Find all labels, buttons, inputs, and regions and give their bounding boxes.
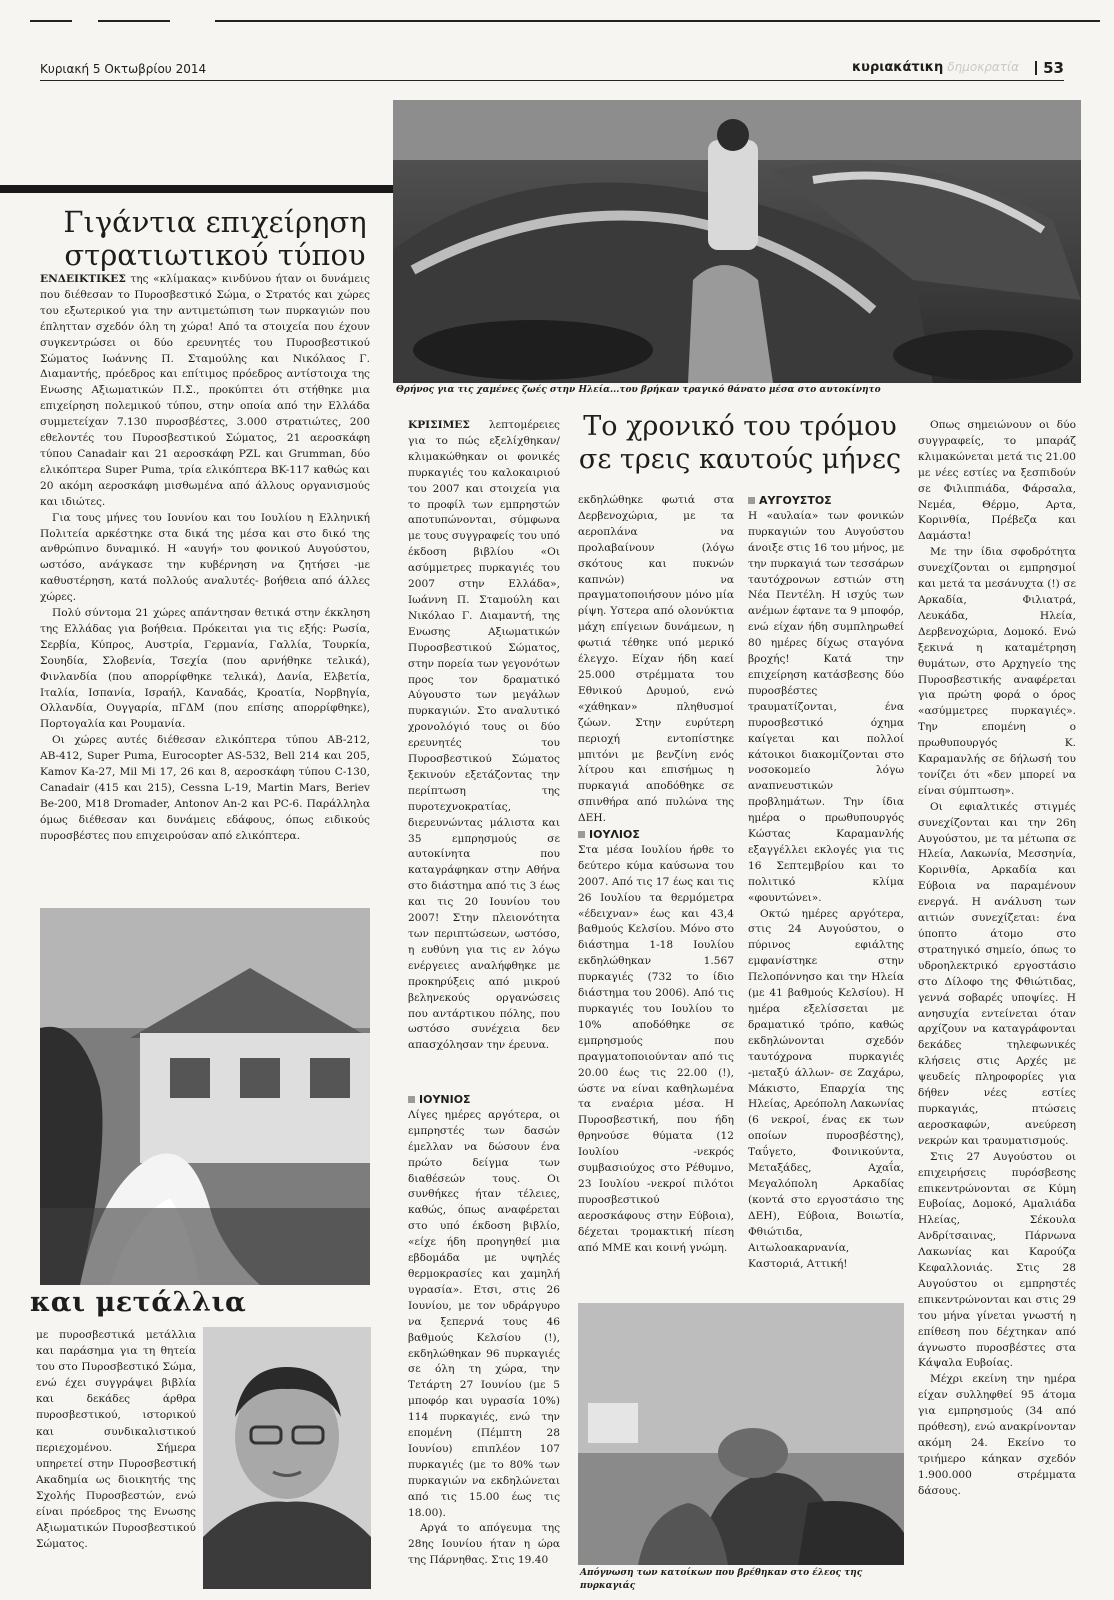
continuation-text: εκδηλώθηκε φωτιά στα Δερβενοχώρια, με τα αεροπλάνα να προλαβαίνουν (λόγω σκότους και πυκνών καπνών) να πραγματοποιήσουν μόνο μία ρίψη. Υστερα από ολονύκτια μάχη επίγειων δυνάμεων, η φωτιά τέθηκε υπό μερικό έλεγχο. Είχαν ήδη καεί 25.000 στρέμματα του Εθνικού Δρυμού, ενώ «χάθηκαν» πληθυσμοί ζώων. Στην ευρύτερη περιοχή εντοπίστηκε μπιτόνι με βενζίνη ενός λίτρου και επισήμως η πυρκαγιά αποδόθηκε σε σπινθήρα από πυλώνα της ΔΕΗ. [578, 494, 734, 825]
residents-image [578, 1303, 904, 1565]
photo-burned-cars [393, 100, 1081, 383]
header-rule [40, 80, 1064, 81]
square-bullet-icon [408, 1096, 415, 1103]
author-portrait-image [203, 1327, 371, 1589]
august-column [748, 493, 904, 1270]
burned-cars-image [393, 100, 1081, 383]
top-rule-3 [215, 20, 1100, 22]
article-right-body [918, 418, 1076, 1592]
square-bullet-icon [578, 831, 585, 838]
bio-headline: και μετάλλια [30, 1287, 247, 1318]
article-left-para-2: Για τους μήνες του Ιουνίου και του Ιουλίου η Ελληνική Πολιτεία αρκέστηκε στα δικά της μέσα και στο δικό της ανθρώπινο δυναμικό. Η «αυγή» του φονικού Αυγούστου, ωστόσο, ανάγκασε την κυβέρνηση να ζητήσει -με καθυστέρηση, κατά πολλούς αναλυτές- βοήθεια από άλλες χώρες. [40, 511, 370, 604]
top-rule-2 [98, 20, 170, 22]
lead-word-left: ΕΝΔΕΙΚΤΙΚΕΣ [40, 273, 126, 285]
newspaper-name [852, 60, 1019, 75]
article-left-para-4: Οι χώρες αυτές διέθεσαν ελικόπτερα τύπου ΑΒ-212, ΑΒ-412, Super Puma, Eurocopter AS-532, Bell 214 και 205, Kamov Ka-27, Mil Mi 17, 26 και 8, αεροσκάφη τύπου C-130, Canadair (415 και 215), Cessna L-19, Martin Mars, Beriev Be-200, M18 Dromader, Antonov An-2 και PC-6. Παράλληλα όμως διέθεσαν και δυνάμεις εδάφους, όπως ειδικούς πυροσβέστες που επιχειρούσαν από ελικόπτερα. [40, 734, 370, 842]
june-text: Λίγες ημέρες αργότερα, οι εμπρηστές των δασών έμελλαν να δώσουν ένα πρώτο δείγμα των διαθέσεών τους. Οι συνθήκες ήταν τέλειες, καθώς, όπως αναφέρεται στο υπό έκδοση βιβλίο, «είχε ήδη προηγηθεί μια εβδομάδα με υψηλές θερμοκρασίες και χαμηλή υγρασία». Ετσι, στις 26 Ιουνίου, με τον υδράργυρο να ξεπερνά τους 46 βαθμούς Κελσίου (!), εκδηλώθηκαν 96 πυρκαγιές σε όλη τη χώρα, την Τετάρτη 27 Ιουνίου (με 5 μποφόρ και υγρασία 10%) 114 πυρκαγιές, ενώ την επομένη (Πέμπτη 28 Ιουνίου) επιπλέον 107 πυρκαγιές (με το 80% των πυρκαγιών να εκδηλώνεται από τις 15.00 έως τις 18.00). [408, 1108, 560, 1519]
section-rule [0, 185, 393, 193]
article-right-para-5: Μέχρι εκείνη την ημέρα είχαν συλληφθεί 95 άτομα για εμπρησμούς (34 από πρόθεση), ενώ ανακρίνονταν ακόμη 24. Εκείνο το τριήμερο κάηκαν σχεδόν 1.900.000 στρέμματα δάσους. [918, 1373, 1076, 1497]
sidebar-text: λεπτομέρειες για το πώς εξελίχθηκαν/κλιμακώθηκαν οι φονικές πυρκαγιές του καλοκαιριού του 2007 και στοιχεία για το προφίλ των εμπρηστών αποτυπώνονται, σύμφωνα με τους συγγραφείς του υπό έκδοση βιβλίου «Οι ασύμμετρες πυρκαγιές του 2007 στην Ελλάδα», Ιωάννη Π. Σταμούλη και Νικόλαο Γ. Διαμαντή, της Ενωσης Αξιωματικών Πυροσβεστικού Σώματος, στην πορεία των γεγονότων προς τον δραματικό Αύγουστο των μεγάλων πυρκαγιών. Στο αναλυτικό χρονολόγιό τους οι δύο ερευνητές του Πυροσβεστικού Σώματος ξεκινούν εξετάζοντας την περίπτωση της πυροτεχνοκρατίας, διερευνώντας μάλιστα και 35 εμπρησμούς σε αυτοκίνητα που καταγράφηκαν στην Αθήνα στο διάστημα από τις 3 έως και τις 20 Ιουνίου του 2007! Στην πλειονότητα των περιπτώσεων, ωστόσο, η ευθύνη για τις εν λόγω ενέργειες αναλήφθηκε με προκηρύξεις από μικρού βεληνεκούς οργανώσεις που αντάρτικου πόλης, που ωστόσο συνέχεια δεν απασχόλησαν την έρευνα. [408, 419, 560, 1052]
photo-author-portrait [203, 1327, 371, 1589]
august-heading [748, 493, 904, 509]
sidebar-body [408, 418, 560, 1082]
photo-caption-top: Θρήνος για τις χαμένες ζωές στην Ηλεία...του βρήκαν τραγικό θάνατο μέσα στο αυτοκίνητο [396, 385, 881, 395]
newspaper-subtitle: δημοκρατία [947, 60, 1019, 74]
article-left-text-1: της «κλίμακας» κινδύνου ήταν οι δυνάμεις που διέθεσαν το Πυροσβεστικό Σώμα, ο Στρατός και χώρες του εξωτερικού για την αντιμετώπιση των πυρκαγιών που έπλητταν σχεδόν όλη τη χώρα! Από τα στοιχεία που έχουν συγκεντρώσει οι δύο ερευνητές του Πυροσβεστικού Σώματος Ιωάννης Π. Σταμούλης και Νικόλαος Γ. Διαμαντής, πρόεδρος και επίτιμος πρόεδρος αντίστοιχα της Ενωσης Αξιωματικών Π.Σ., προκύπτει ότι στήθηκε μια επιχείρηση πολεμικού τύπου, στην οποία από την Ελλάδα συμμετείχαν 7.130 πυροσβέστες, 3.000 στρατιώτες, 200 εθελοντές του Πυροσβεστικού Σώματος, 21 αεροσκάφη τύπου Canadair και 21 αεροσκάφη PZL και Grumman, δύο ελικόπτερα Super Puma, τρία ελικόπτερα BK-117 καθώς και 20 ακόμη αεροσκάφη μισθωμένα από άλλους οργανισμούς και ιδιώτες. [40, 273, 370, 508]
article-left-para-3: Πολύ σύντομα 21 χώρες απάντησαν θετικά στην έκκληση της Ελλάδας για βοήθεια. Πρόκειται για τις εξής: Ρωσία, Σερβία, Κύπρος, Αυστρία, Γερμανία, Γαλλία, Τουρκία, Σουηδία, Σλοβενία, Τσεχία (που αρνήθηκε τελικά), Φινλανδία (που απορρίφθηκε τελικά), Δανία, Ελβετία, Ιταλία, Ισπανία, Ισραήλ, Καναδάς, Κροατία, Νορβηγία, Ολλανδία, Ουγγαρία, πΓΔΜ (που επίσης απορρίφθηκε), Πορτογαλία και Ρουμανία. [40, 607, 370, 731]
top-rule-1 [30, 20, 72, 22]
house-fire-image [40, 908, 370, 1285]
july-text: Στα μέσα Ιουλίου ήρθε το δεύτερο κύμα καύσωνα του 2007. Από τις 17 έως και τις 26 Ιουλίου τα θερμόμετρα «έδειχναν» έως και 43,4 βαθμούς Κελσίου. Μόνο στο διάστημα 1-18 Ιουλίου εκδηλώθηκαν 1.567 πυρκαγιές (732 το ίδιο διάστημα του 2006). Από τις πυρκαγιές του Ιουλίου το 10% αποδόθηκε σε εμπρησμούς που πραγματοποιούνταν από τις 20.00 έως τις 22.00 (!), ώστε να είναι καθηλωμένα τα εναέρια μέσα. Η Πυροσβεστική, που ήδη θρηνούσε θύματα (12 Ιουλίου -νεκρός συμβασιούχος στο Ρέθυμνο, 23 Ιουλίου -νεκροί πιλότοι πυροσβεστικού αεροσκάφους στην Εύβοια), δέχεται τρομακτική πίεση από ΜΜΕ και κοινή γνώμη. [578, 843, 734, 1254]
photo-house-fire [40, 908, 370, 1285]
lead-word-sidebar: ΚΡΙΣΙΜΕΣ [408, 419, 470, 431]
june-column [408, 1092, 560, 1592]
issue-date: Κυριακή 5 Οκτωβρίου 2014 [40, 62, 207, 76]
headline-main: Γιγάντια επιχείρηση στρατιωτικού τύπου [63, 205, 367, 272]
july-heading [578, 827, 734, 843]
august-text: Η «αυλαία» των φονικών πυρκαγιών του Αυγούστου άνοιξε στις 16 του μήνος, με την πυρκαγιά των τεσσάρων ταυτόχρονων εστιών στη Νέα Πεντέλη. Η ισχύς των ανέμων έφτανε τα 9 μποφόρ, ενώ είχαν ήδη συμπληρωθεί 80 ημέρες δίχως σταγόνα βροχής! Κατά την επιχείρηση κατάσβεσης δύο πυροσβέστες τραυματίζονται, ένα πυροσβεστικό όχημα καίγεται και πολλοί κάτοικοι διακομίζονται στο νοσοκομείο λόγω αναπνευστικών προβλημάτων. Την ίδια ημέρα ο πρωθυπουργός Κώστας Καραμανλής εξαγγέλλει εκλογές για τις 16 Σεπτεμβρίου και το πολιτικό κλίμα «φουντώνει». [748, 509, 904, 904]
article-right-para-1: Οπως σημειώνουν οι δύο συγγραφείς, το μπαράζ κλιμακώνεται μετά τις 21.00 με νέες εστίες να ξεσπιδούν σε Φιλιππιάδα, Φάρσαλα, Νεμέα, Θέρμο, Αρτα, Κορινθία, Πρέβεζα και Δαμάστα! [918, 419, 1076, 543]
article-right-para-4: Στις 27 Αυγούστου οι επιχειρήσεις πυρόσβεσης επικεντρώνονται σε Κύμη Ευβοίας, Δομοκό, Αμαλιάδα Ηλείας, Σέκουλα Ανδρίτσαινας, Πάρνωνα Λακωνίας και Καρούζα Κεφαλλονιάς. Στις 28 Αυγούστου οι εμπρηστές επικεντρώνονται και στις 29 του μήνα γίνεται γνωστή η επίθεση που δέχτηκαν από άγνωστο πυροσβέστες στα Κάψαλα Ευβοίας. [918, 1150, 1076, 1370]
june-heading-text: ΙΟΥΝΙΟΣ [419, 1093, 471, 1106]
page-number: 53 [1035, 59, 1064, 77]
article-right-para-3: Οι εφιαλτικές στιγμές συνεχίζονται και την 26η Αυγούστου, με τα μέτωπα σε Ηλεία, Λακωνία, Μεσσηνία, Κορινθία, Αρκαδία και Εύβοια να παραμένουν ενεργά. Η ανάλυση των αιτιών συνεχίζεται: ένα ύποπτο άτομο στο στρατηγικό σημείο, όπως το υδροηλεκτρικό εργοστάσιο στο Δίλοφο της Φθιώτιδας, γεννά σοβαρές υποψίες. Η ανησυχία εντείνεται όταν αρχίζουν να καταγράφονται δεκάδες τηλεφωνικές κλήσεις στις Αρχές με ψευδείς πληροφορίες για δήθεν νέες εστίες πυρκαγιάς, πτώσεις αεροσκαφών, ανεύρεση νεκρών και τραυματισμούς. [918, 800, 1076, 1147]
article-left-para-1 [40, 272, 370, 511]
june-text-2: Αργά το απόγευμα της 28ης Ιουνίου ήταν η ώρα της Πάρνηθας. Στις 19.40 [408, 1522, 560, 1567]
square-bullet-icon [748, 497, 755, 504]
july-column [578, 493, 734, 1254]
sidebar-para [408, 418, 560, 1054]
newspaper-title: κυριακάτικη [851, 60, 944, 75]
photo-residents [578, 1303, 904, 1565]
article-right-para-2: Με την ίδια σφοδρότητα συνεχίζονται οι εμπρησμοί και μετά τα μεσάνυχτα (!) σε Αρκαδία, Φιλιατρά, Λευκάδα, Ηλεία, Δερβενοχώρια, Δομοκό. Ενώ ξεκινά η καταμέτρηση θυμάτων, στο Αρχηγείο της Πυροσβεστικής αναφέρεται για πρώτη φορά ο όρος «ασύμμετρες πυρκαγιές». Την επομένη ο πρωθυπουργός Κ. Καραμανλής σε δήλωσή του τονίζει ότι «δεν μπορεί να είναι σύμπτωση». [918, 546, 1076, 797]
bio-text: με πυροσβεστικά μετάλλια και παράσημα για τη θητεία του στο Πυροσβεστικό Σώμα, ενώ έχει συγγράψει βιβλία και δεκάδες άρθρα πυροσβεστικού, ιστορικού και συνδικαλιστικού περιεχομένου. Σήμερα υπηρετεί στην Πυροσβεστική Ακαδημία ως διοικητής της Σχολής Πυροσβεστών, ενώ είναι πρόεδρος της Ενωσης Αξιωματικών Πυροσβεστικού Σώματος. [36, 1329, 196, 1551]
photo-caption-bottom: Απόγνωση των κατοίκων που βρέθηκαν στο έλεος της πυρκαγιάς [580, 1568, 863, 1591]
july-heading-text: ΙΟΥΛΙΟΣ [589, 828, 640, 842]
june-heading [408, 1092, 560, 1108]
august-heading-text: ΑΥΓΟΥΣΤΟΣ [759, 494, 832, 507]
article-left-body [40, 272, 370, 877]
headline-chronicle: Το χρονικό του τρόμου σε τρεις καυτούς μήνες [578, 411, 902, 475]
august-text-2: Οκτώ ημέρες αργότερα, στις 24 Αυγούστου, ο πύρινος εφιάλτης εμφανίστηκε στην Πελοπόννησο και την Ηλεία (με 41 βαθμούς Κελσίου). Η ημέρα εξελίσσεται με δραματικό τρόπο, καθώς εκδηλώνονται σχεδόν ταυτόχρονα πυρκαγιές -μεταξύ άλλων- σε Ζαχάρω, Μάκιστο, Επαρχία της Ηλείας, Αρεόπολη Λακωνίας (6 νεκροί, ένας εκ των οποίων πυροσβέστης), Ταΰγετο, Φοινικούντα, Μεταξάδες, Αχαΐα, Μεγαλόπολη Αρκαδίας (κοντά στο εργοστάσιο της ΔΕΗ), Εύβοια, Βοιωτία, Φθιώτιδα, Αιτωλοακαρνανία, Καστοριά, Αττική! [748, 907, 904, 1270]
